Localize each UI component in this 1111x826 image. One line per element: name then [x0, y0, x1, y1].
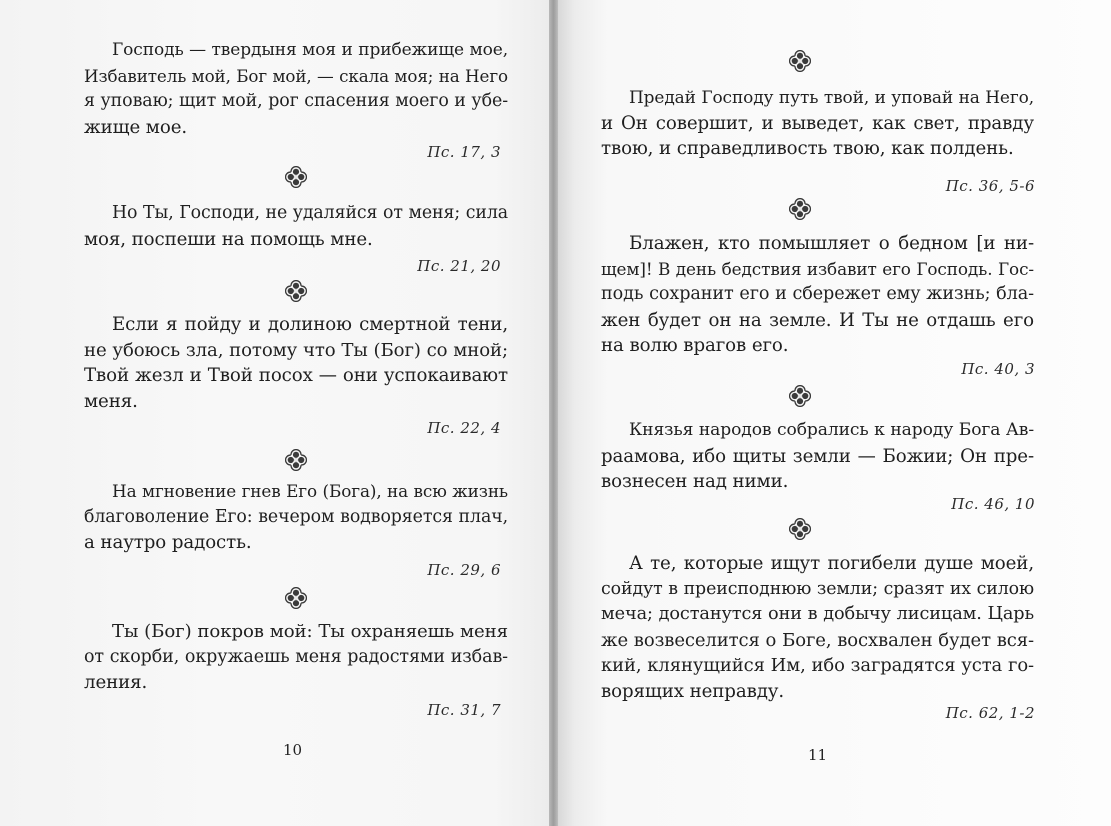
- verse-line: моя, поспеши на помощь мне.: [84, 228, 373, 250]
- quatrefoil-ornament-icon: [789, 198, 811, 220]
- verse-line: Если я пойду и долиною смертной тени,: [112, 314, 508, 335]
- verse-citation: Пс. 17, 3: [427, 143, 501, 161]
- quatrefoil-ornament-icon: [285, 449, 307, 471]
- verse-citation: Пс. 29, 6: [427, 561, 501, 579]
- verse: [84, 479, 508, 556]
- verse-citation: Пс. 46, 10: [951, 495, 1035, 513]
- verse-citation: Пс. 31, 7: [427, 701, 501, 719]
- quatrefoil-ornament-icon: [789, 385, 811, 407]
- verse-citation: Пс. 40, 3: [961, 360, 1035, 378]
- verse: [84, 38, 508, 140]
- verse-line: раамова, ибо щиты земли — Божии; Он пре-: [601, 445, 1034, 467]
- verse-line: твою, и справедливость твою, как полдень.: [601, 138, 1014, 160]
- book-gutter: [549, 0, 558, 826]
- quatrefoil-ornament-icon: [285, 166, 307, 188]
- verse-line: я уповаю; щит мой, рог спасения моего и убе-: [84, 91, 508, 112]
- quatrefoil-ornament-icon: [789, 50, 811, 72]
- verse-line: щем]! В день бедствия избавит его Господь. Гос-: [601, 258, 1034, 279]
- verse: [601, 551, 1034, 705]
- verse: [84, 619, 508, 696]
- verse-citation: Пс. 36, 5-6: [945, 177, 1035, 195]
- page-number: 10: [283, 741, 303, 759]
- quatrefoil-ornament-icon: [285, 280, 307, 302]
- verse-line: Господь — твердыня моя и прибежище мое,: [112, 40, 508, 60]
- page-number: 11: [808, 746, 828, 764]
- verse: [601, 418, 1034, 495]
- quatrefoil-ornament-icon: [789, 518, 811, 540]
- right-page: [558, 0, 1111, 826]
- verse-line: Предай Господу путь твой, и уповай на Него,: [629, 87, 1034, 107]
- verse-citation: Пс. 62, 1-2: [945, 704, 1035, 722]
- verse: [601, 231, 1034, 359]
- verse-citation: Пс. 22, 4: [427, 419, 501, 437]
- verse-line: сойдут в преисподнюю земли; сразят их силою: [601, 578, 1034, 599]
- verse-line: Избавитель мой, Бог мой, — скала моя; на Него: [84, 65, 508, 86]
- verse-line: А те, которые ищут погибели душе моей,: [629, 553, 1034, 574]
- verse-line: а наутро радость.: [84, 532, 252, 554]
- verse-line: от скорби, окружаешь меня радостями избав-: [84, 646, 508, 667]
- quatrefoil-ornament-icon: [285, 587, 307, 609]
- verse-line: Князья народов собрались к народу Бога Ав-: [629, 420, 1034, 440]
- verse-line: На мгновение гнев Его (Бога), на всю жизнь: [112, 481, 508, 501]
- verse-line: ления.: [84, 672, 148, 694]
- verse-line: благоволение Его: вечером водворяется плач,: [84, 506, 508, 527]
- verse-line: не убоюсь зла, потому что Ты (Бог) со мной;: [84, 339, 508, 361]
- verse-citation: Пс. 21, 20: [417, 257, 501, 275]
- verse-line: Но Ты, Господи, не удаляйся от меня; сила: [112, 203, 508, 223]
- verse-line: Блажен, кто помышляет о бедном [и ни-: [629, 233, 1034, 254]
- verse-line: жен будет он на земле. И Ты не отдашь его: [601, 309, 1034, 331]
- verse: [601, 85, 1034, 162]
- verse-line: же возвеселится о Боге, восхвален будет вся-: [601, 629, 1034, 651]
- verse: [84, 312, 508, 414]
- verse-line: и Он совершит, и выведет, как свет, правду: [601, 112, 1034, 134]
- verse-line: на волю врагов его.: [601, 335, 789, 357]
- verse-line: Твой жезл и Твой посох — они успокаивают: [84, 365, 508, 387]
- verse: [84, 201, 508, 252]
- verse-line: Ты (Бог) покров мой: Ты охраняешь меня: [112, 621, 508, 642]
- verse-line: кий, клянущийся Им, ибо заградятся уста го-: [601, 655, 1034, 677]
- verse-line: вознесен над ними.: [601, 471, 789, 493]
- verse-line: жище мое.: [84, 116, 188, 138]
- verse-line: меча; достанутся они в добычу лисицам. Царь: [601, 604, 1034, 625]
- verse-line: ворящих неправду.: [601, 680, 785, 702]
- left-page: [0, 0, 549, 826]
- verse-line: меня.: [84, 390, 138, 412]
- verse-line: подь сохранит его и сбережет ему жизнь; бла-: [601, 284, 1034, 305]
